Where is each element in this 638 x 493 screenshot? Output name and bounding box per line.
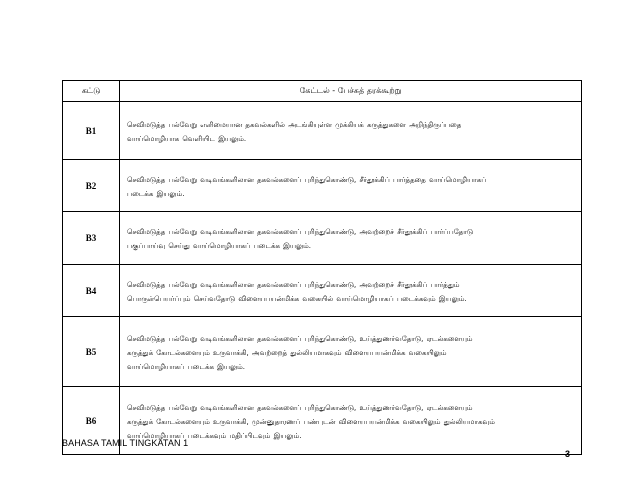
table-row xyxy=(63,160,582,212)
band-code: B4 xyxy=(63,265,120,317)
table-row xyxy=(63,265,582,317)
descriptor-line: செவிமடுத்த பல்வேறு வடிவங்களிலான தகவல்களைப் புரிந்துகொண்டு, சீர்தூக்கிப் பார்த்ததை வாய்மொழியாகப் xyxy=(127,175,487,184)
descriptor-line: பகுப்பாய்வு செய்து வாய்மொழியாகப் படைக்க இயலும். xyxy=(127,242,312,250)
footer-document-title: BAHASA TAMIL TINGKATAN 1 xyxy=(62,438,189,448)
descriptor-line: செவிமடுத்த பல்வேறு வடிவங்களிலான தகவல்களைப் புரிந்துகொண்டு, அவற்றைச் சீர்தூக்கிப் பார்த்தும் xyxy=(127,280,460,289)
band-column-header: கட்டு xyxy=(63,81,120,102)
band-descriptor xyxy=(120,212,582,265)
descriptor-line: படைக்க இயலும். xyxy=(127,189,185,198)
band-descriptor xyxy=(120,387,582,455)
band-descriptor xyxy=(120,102,582,160)
band-code: B6 xyxy=(63,387,120,455)
band-code: B2 xyxy=(63,160,120,212)
table-row xyxy=(63,102,582,160)
descriptor-line: பொருள்பெயர்ப்பும் செய்வதோடு விளையபயன்மிக்க வகையில் வாய்மொழியாகப் படைக்கவும் இயலும். xyxy=(127,294,467,303)
page-number: 3 xyxy=(565,449,571,459)
descriptor-line: வாய்மொழியாகப் படைக்கவும் மதிப்பிடவும் இயலும். xyxy=(127,431,302,440)
table-row xyxy=(63,212,582,265)
table-row xyxy=(63,317,582,387)
descriptor-line: கருத்துக் கோடல்களையும் உருவாக்கி, முன்னுதாரணப் பண்புடன் விளையபயன்மிக்க வகையிலும் துல்லியமாகவும் xyxy=(127,417,495,426)
descriptor-column-header: கேட்டல் - பேச்சுத் தரக்கூற்று xyxy=(120,81,582,102)
band-descriptor xyxy=(120,317,582,387)
band-code: B1 xyxy=(63,102,120,160)
descriptor-line: வாய்மொழியாகப் படைக்க இயலும். xyxy=(127,362,246,371)
performance-band-table xyxy=(62,80,582,455)
descriptor-line: செவிமடுத்த பல்வேறு எளிமையான தகவல்களில் அடங்கியுள்ள முக்கியக் கருத்துகளை அறிந்திருப்பதை xyxy=(127,120,462,129)
table-header-row xyxy=(63,81,582,102)
band-descriptor xyxy=(120,160,582,212)
descriptor-line: செவிமடுத்த பல்வேறு வடிவங்களிலான தகவல்களைப் புரிந்துகொண்டு, உய்த்துணர்வதோடு, ஏடல்களையும் xyxy=(127,403,473,412)
band-code: B3 xyxy=(63,212,120,265)
descriptor-line: செவிமடுத்த பல்வேறு வடிவங்களிலான தகவல்களைப் புரிந்துகொண்டு, உய்த்துணர்வதோடு, ஏடல்களையும் xyxy=(127,334,473,343)
band-descriptor xyxy=(120,265,582,317)
descriptor-line: வாய்மொழியாக வெளியிட இயலும். xyxy=(127,134,247,143)
descriptor-line: கருத்துக் கோடல்களையும் உருவாக்கி, அவற்றைத் துல்லியமாகவும் விளையபயன்மிக்க வகையிலும் xyxy=(127,348,447,357)
band-code: B5 xyxy=(63,317,120,387)
descriptor-line: செவிமடுத்த பல்வேறு வடிவங்களிலான தகவல்களைப் புரிந்துகொண்டு, அவற்றைச் சீர்தூக்கிப் பார்ப்பதோடு xyxy=(127,228,474,236)
